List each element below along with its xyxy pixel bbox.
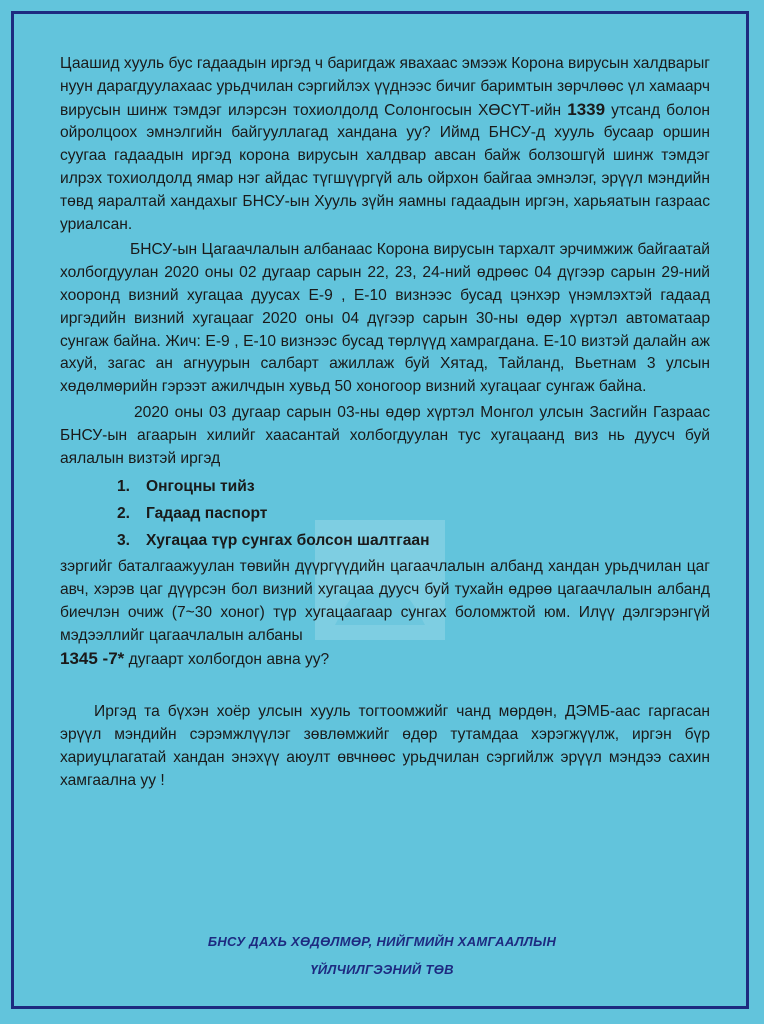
footer-org-line-2: ҮЙЛЧИЛГЭЭНИЙ ТӨВ — [310, 962, 454, 977]
paragraph-flight-closure: 2020 оны 03 дугаар сарын 03-ны өдөр хүртэл Монгол улсын Засгийн Газраас БНСУ-ын агаарын хилийг хаасантай холбогдуулан тус хугацаанд виз нь дуусч буй аялалын визтэй иргэд — [60, 403, 710, 467]
list-item-number: 2. — [116, 505, 130, 523]
list-item — [60, 527, 710, 554]
paragraph-visa-extension: БНСУ-ын Цагаачлалын албанаас Корона вирусын тархалт эрчимжиж байгаатай холбогдуулан 2020 оны 02 дугаар сарын 22, 23, 24-ний өдрөөс 04 дүгээр сарын 29-ний хооронд визний хугацаа дуусах Е-9 , Е-10 визнээс бусад цэнхэр үнэмлэхтэй гадаад иргэдийн визний хугацааг 2020 оны 04 дүгээр сарын 30-ны өдөр хүртэл автоматаар сунгаж байна. Жич: Е-9 , Е-10 визнээс бусад төрлүүд хамрагдана. Е-10 визтэй далайн аж ахуй, загас ан агнуурын салбарт ажиллаж буй Хятад, Тайланд, Вьетнам 3 улсын хөдөлмөрийн гэрээт ажилчдын хувьд 50 хоногоор визний хугацааг сунгаж байна. — [60, 241, 710, 396]
paragraph-1-cont: утсанд болон ойролцоох эмнэлгийн байгууллагад хандана уу? Иймд БНСУ-д хууль бусаар оршин суугаа гадаадын иргэд корона вирусын халдвар авсан байж болзошгүй шинж тэмдэг илрэх тохиолдолд ямар нэг айдас түгшүүргүй аль ойрхон байгаа эмнэлэг, эрүүл мэндийн төвд яаралтай хандахыг БНСУ-ын Хууль зүйн яамны гадаадын иргэн, харьяатын газраас уриалсан. — [60, 101, 710, 233]
paragraph-closing: Иргэд та бүхэн хоёр улсын хууль тогтоомжийг чанд мөрдөн, ДЭМБ-аас гаргасан эрүүл мэндийн сэрэмжлүүлэг зөвлөмжийг өдөр тутамдаа хэрэгжүүлж, иргэн бүр хариуцлагатай хандан энэхүү аюулт өвчнөөс урьдчилан сэргийлж эрүүл мэндээ сахин хамгаална уу ! — [60, 703, 710, 789]
paragraph-hotline — [60, 53, 710, 236]
footer-org-line-1: БНСУ ДАХЬ ХӨДӨЛМӨР, НИЙГМИЙН ХАМГААЛЛЫН — [207, 934, 557, 949]
list-item-text: Онгоцны тийз — [146, 478, 255, 496]
list-item-text: Гадаад паспорт — [146, 505, 268, 523]
required-documents-list — [60, 473, 710, 554]
list-item — [60, 473, 710, 500]
list-item-number: 1. — [116, 478, 130, 496]
list-item — [60, 500, 710, 527]
list-item-number: 3. — [116, 532, 130, 550]
list-item-text: Хугацаа түр сунгах болсон шалтгаан — [146, 532, 430, 550]
paragraph-1-text: Цаашид хууль бус гадаадын иргэд ч баригдаж явахаас эмээж Корона вирусын халдварыг нуун дарагдуулахаас урьдчилан сэргийлэх үүднээс бичиг баримтын зөрчлөөс үл хамаарч вирусын шинж тэмдэг илэрсэн тохиолдолд Солонгосын ХӨСҮТ-ийн — [60, 55, 710, 119]
notice-body — [60, 53, 710, 793]
immigration-phone-number: 1345 -7* — [60, 648, 125, 668]
hotline-number: 1339 — [567, 99, 606, 119]
appointment-text-end: дугаарт холбогдон авна уу? — [128, 650, 330, 668]
appointment-text: зэргийг баталгаажуулан төвийн дүүргүүдийн цагаачлалын албанд хандан урьдчилан цаг авч, хэрэв цаг дүүрсэн бол визний хугацаа дуусч буй тухайн өдрөө цагаачлалын албанд биечлэн очиж (7~30 хоног) түр хугацаагаар сунгах боломжтой юм. Илүү дэлгэрэнгүй мэдээллийг цагаачлалын албаны — [60, 558, 710, 644]
paragraph-appointment — [60, 556, 710, 671]
